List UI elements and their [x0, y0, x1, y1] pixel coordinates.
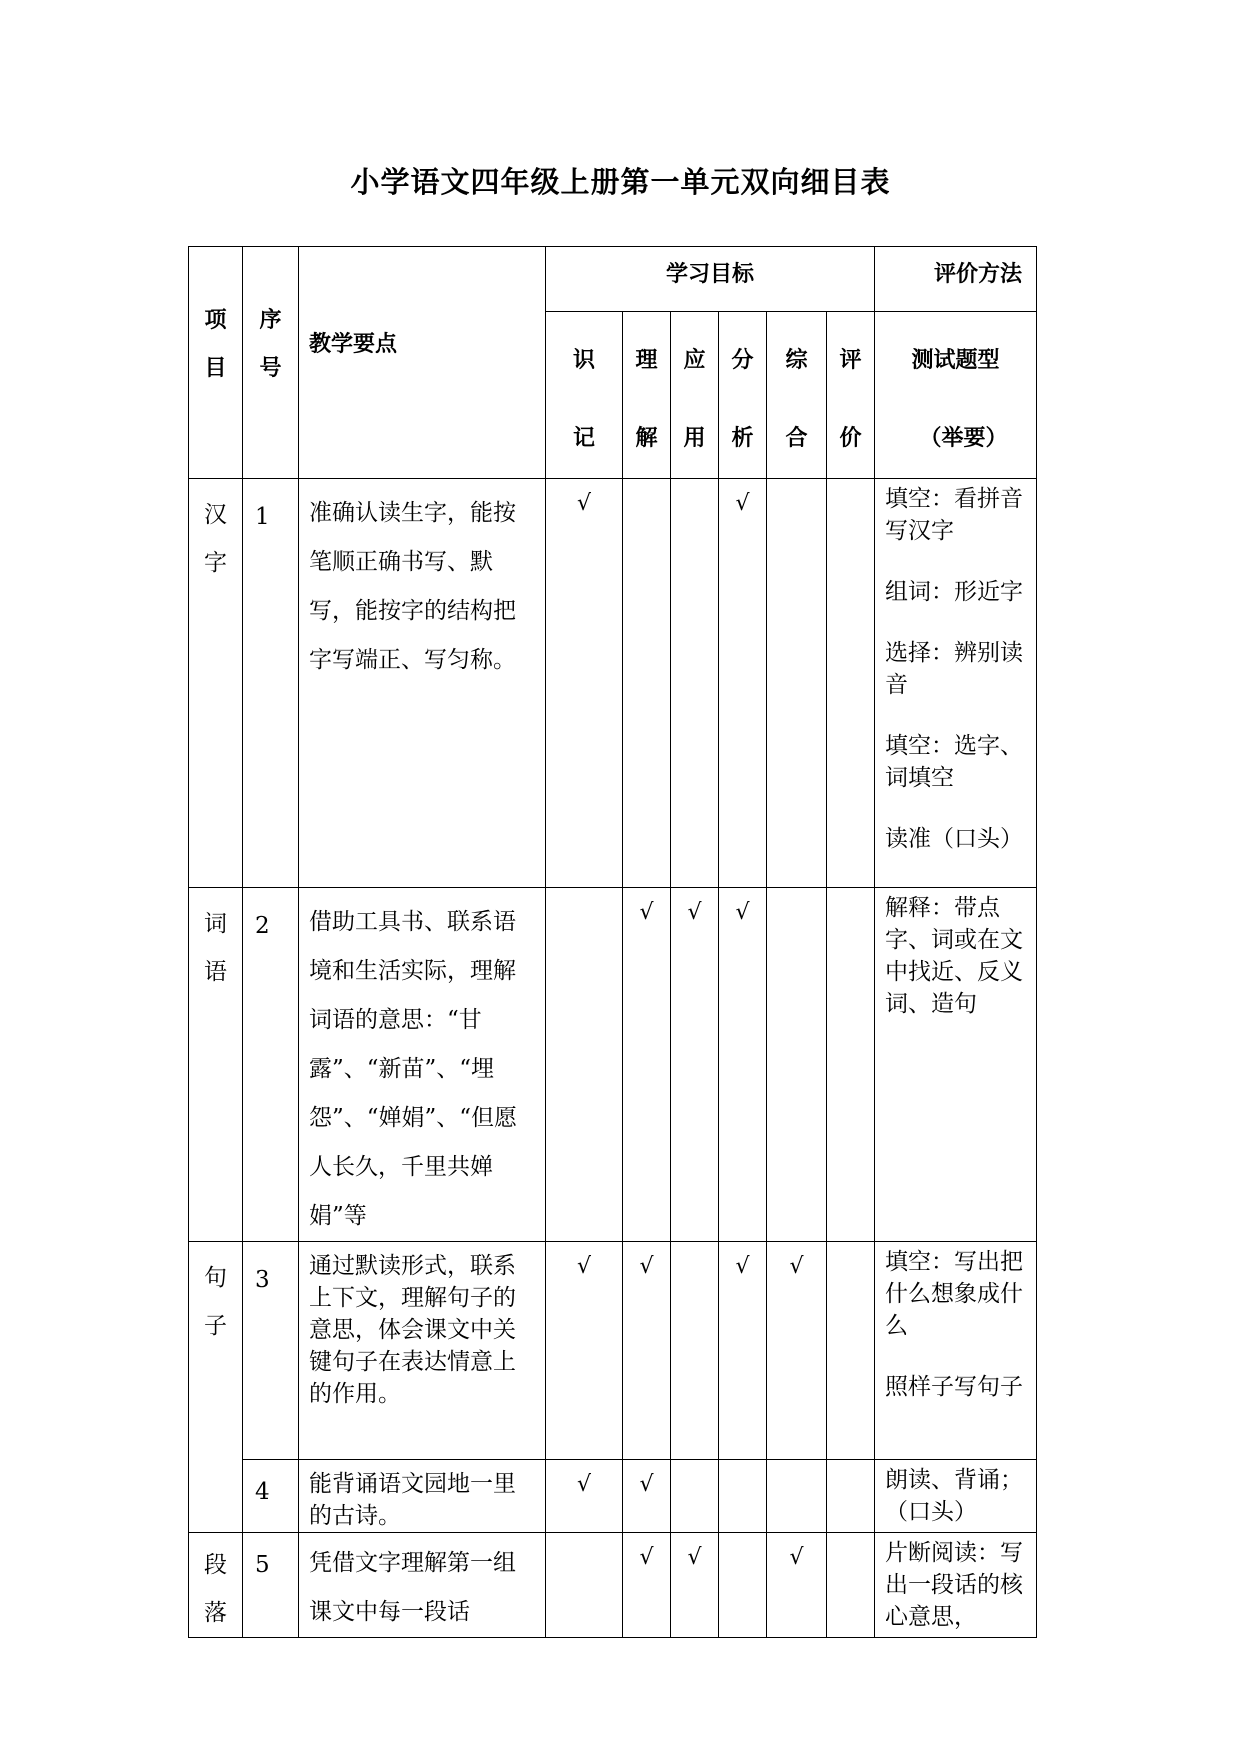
row-eval: 片断阅读：写出一段话的核心意思， [875, 1533, 1037, 1638]
check-evaluate [827, 1533, 875, 1638]
row-content: 通过默读形式，联系上下文，理解句子的意思，体会课文中关键句子在表达情意上的作用。 [299, 1242, 546, 1460]
header-method: 评价方法 [875, 247, 1037, 312]
check-apply: √ [671, 1533, 719, 1638]
row-item: 词 语 [189, 888, 243, 1242]
check-memorize [546, 888, 623, 1242]
check-analyze: √ [719, 479, 767, 888]
row-content: 凭借文字理解第一组课文中每一段话 [299, 1533, 546, 1638]
check-apply [671, 1242, 719, 1460]
row-content: 能背诵语文园地一里的古诗。 [299, 1460, 546, 1533]
check-analyze [719, 1460, 767, 1533]
row-seq: 1 [243, 479, 299, 888]
page-title: 小学语文四年级上册第一单元双向细目表 [350, 165, 891, 199]
check-synthesize: √ [767, 1242, 827, 1460]
check-apply [671, 479, 719, 888]
check-apply: √ [671, 888, 719, 1242]
check-synthesize [767, 1460, 827, 1533]
header-sub-apply: 应 用 [671, 312, 719, 479]
check-evaluate [827, 1460, 875, 1533]
row-content: 借助工具书、联系语境和生活实际，理解词语的意思：“甘露”、“新苗”、“埋怨”、“婵娟”、“但愿人长久，千里共婵娟”等 [299, 888, 546, 1242]
check-analyze [719, 1533, 767, 1638]
row-eval: 朗读、背诵；（口头） [875, 1460, 1037, 1533]
row-eval: 解释：带点字、词或在文中找近、反义词、造句 [875, 888, 1037, 1242]
header-sub-evaluate: 评 价 [827, 312, 875, 479]
header-sub-understand: 理 解 [623, 312, 671, 479]
table-row [189, 1460, 1037, 1533]
row-item: 汉 字 [189, 479, 243, 888]
check-memorize: √ [546, 1460, 623, 1533]
check-evaluate [827, 479, 875, 888]
header-points: 教学要点 [299, 247, 546, 479]
check-apply [671, 1460, 719, 1533]
table-row [189, 1242, 1037, 1460]
header-sub-memorize: 识 记 [546, 312, 623, 479]
header-sub-synthesize: 综 合 [767, 312, 827, 479]
check-memorize: √ [546, 479, 623, 888]
header-test-type: 测试题型 （举要） [875, 312, 1037, 479]
row-item: 句 子 [189, 1242, 243, 1533]
table-row [189, 888, 1037, 1242]
row-seq: 2 [243, 888, 299, 1242]
check-synthesize [767, 888, 827, 1242]
header-sub-analyze: 分 析 [719, 312, 767, 479]
header-seq: 序 号 [243, 247, 299, 479]
row-item: 段 落 [189, 1533, 243, 1638]
row-seq: 5 [243, 1533, 299, 1638]
spec-table [188, 246, 1037, 1638]
check-analyze: √ [719, 888, 767, 1242]
row-eval: 填空：写出把什么想象成什么 照样子写句子 [875, 1242, 1037, 1460]
check-synthesize [767, 479, 827, 888]
check-synthesize: √ [767, 1533, 827, 1638]
check-understand [623, 479, 671, 888]
check-memorize: √ [546, 1242, 623, 1460]
check-memorize [546, 1533, 623, 1638]
check-analyze: √ [719, 1242, 767, 1460]
check-understand: √ [623, 1242, 671, 1460]
check-understand: √ [623, 1533, 671, 1638]
check-understand: √ [623, 1460, 671, 1533]
row-eval: 填空：看拼音写汉字 组词：形近字 选择：辨别读音 填空：选字、词填空 读准（口头） [875, 479, 1037, 888]
check-evaluate [827, 1242, 875, 1460]
check-understand: √ [623, 888, 671, 1242]
header-item: 项 目 [189, 247, 243, 479]
row-seq: 3 [243, 1242, 299, 1460]
table-row [189, 479, 1037, 888]
table-row [189, 1533, 1037, 1638]
row-seq: 4 [243, 1460, 299, 1533]
check-evaluate [827, 888, 875, 1242]
row-content: 准确认读生字，能按笔顺正确书写、默写，能按字的结构把字写端正、写匀称。 [299, 479, 546, 888]
header-objectives: 学习目标 [546, 247, 875, 312]
